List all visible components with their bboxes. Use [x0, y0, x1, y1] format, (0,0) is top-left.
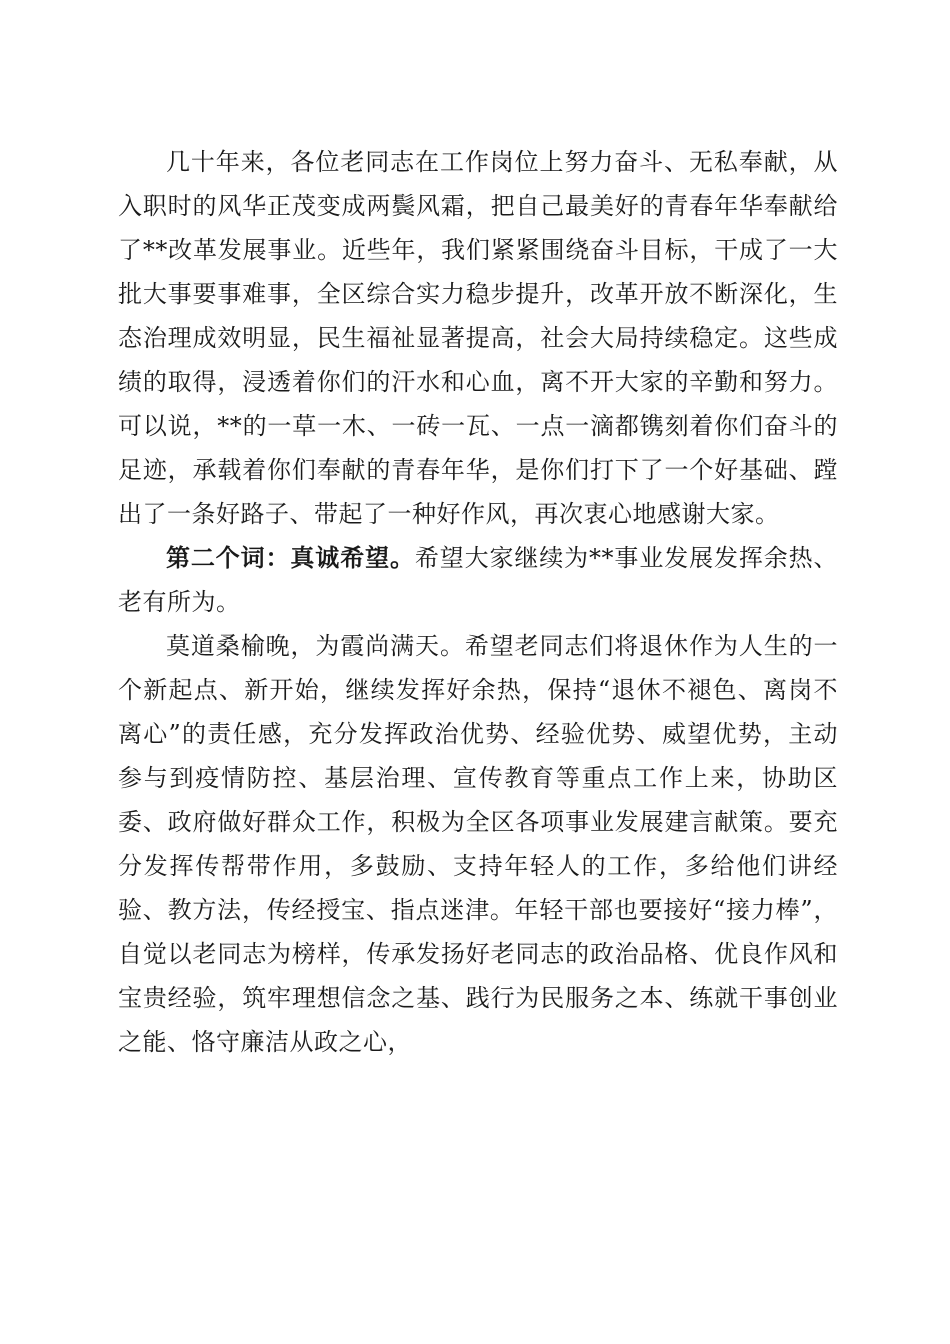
paragraph-hope: 莫道桑榆晚，为霞尚满天。希望老同志们将退休作为人生的一个新起点、新开始，继续发挥好余热，保持“退休不褪色、离岗不离心”的责任感，充分发挥政治优势、经验优势、威望优势，主动参与到疫情防控、基层治理、宣传教育等重点工作上来，协助区委、政府做好群众工作，积极为全区各项事业发展建言献策。要充分发挥传帮带作用，多鼓励、支持年轻人的工作，多给他们讲经验、教方法，传经授宝、指点迷津。年轻干部也要接好“接力棒”，自觉以老同志为榜样，传承发扬好老同志的政治品格、优良作风和宝贵经验，筑牢理想信念之基、践行为民服务之本、练就干事创业之能、恪守廉洁从政之心， [118, 632, 838, 1056]
paragraph-second-word [118, 536, 838, 624]
paragraph-gratitude: 几十年来，各位老同志在工作岗位上努力奋斗、无私奉献，从入职时的风华正茂变成两鬓风霜，把自己最美好的青春年华奉献给了**改革发展事业。近些年，我们紧紧围绕奋斗目标，干成了一大批大事要事难事，全区综合实力稳步提升，改革开放不断深化，生态治理成效明显，民生福祉显著提高，社会大局持续稳定。这些成绩的取得，浸透着你们的汗水和心血，离不开大家的辛勤和努力。可以说，**的一草一木、一砖一瓦、一点一滴都镌刻着你们奋斗的足迹，承载着你们奉献的青春年华，是你们打下了一个好基础、蹚出了一条好路子、带起了一种好作风，再次衷心地感谢大家。 [118, 148, 838, 528]
section-lead: 第二个词：真诚希望。 [166, 543, 415, 572]
section-lead-rest: 希望大家继续为**事业发展发挥余热、老有所为。 [118, 544, 839, 616]
document-body [118, 140, 838, 1064]
